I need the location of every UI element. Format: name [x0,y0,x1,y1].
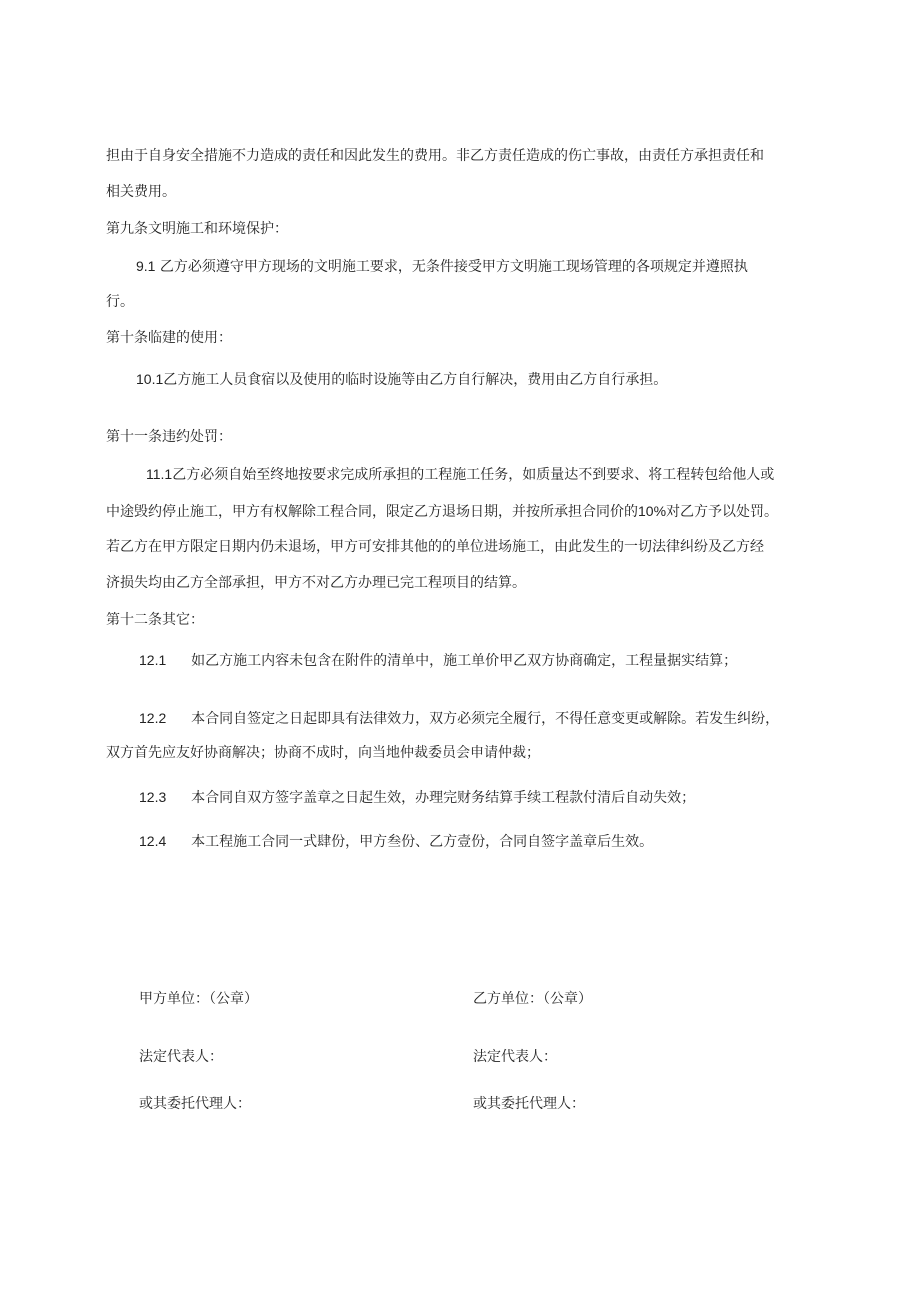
clause-text: 中途毁约停止施工，甲方有权解除工程合同，限定乙方退场日期，并按所承担合同价的 [106,504,638,520]
continuation-line-1: 担由于自身安全措施不力造成的责任和因此发生的费用。非乙方责任造成的伤亡事故，由责任方承担责任和 [106,148,764,164]
clause-number: 10.1 [136,371,164,387]
clause-text: 乙方必须遵守甲方现场的文明施工要求，无条件接受甲方文明施工现场管理的各项规定并遵照执 [159,259,748,275]
continuation-line-2: 相关费用。 [106,184,176,200]
clause-text: 对乙方予以处罚。 [666,504,779,520]
clause-12-2-line-1 [139,708,779,729]
clause-text: 乙方施工人员食宿以及使用的临时设施等由乙方自行解决，费用由乙方自行承担。 [163,372,668,388]
clause-number: 12.2 [139,710,167,726]
clause-9-1-line-2: 行。 [106,294,134,310]
penalty-percent: 10% [638,503,667,519]
party-a-unit: 甲方单位：（公章） [139,991,258,1007]
clause-text: 本工程施工合同一式肆份，甲方叁份、乙方壹份，合同自签字盖章后生效。 [191,834,654,850]
article-9-heading: 第九条文明施工和环境保护： [106,221,288,237]
clause-text: 本合同自双方签字盖章之日起生效，办理完财务结算手续工程款付清后自动失效； [191,790,696,806]
clause-text: 乙方必须自始至终地按要求完成所承担的工程施工任务，如质量达不到要求、将工程转包给他人或 [172,467,775,483]
article-11-heading: 第十一条违约处罚： [106,429,232,445]
clause-12-3 [139,787,695,808]
clause-11-1-line-3: 若乙方在甲方限定日期内仍未退场，甲方可安排其他的的单位进场施工，由此发生的一切法律纠纷及乙方经 [106,539,764,555]
party-b-unit: 乙方单位：（公章） [473,991,592,1007]
party-b-agent: 或其委托代理人： [473,1096,585,1112]
article-12-heading: 第十二条其它： [106,612,204,628]
clause-12-2-line-2: 双方首先应友好协商解决；协商不成时，向当地仲裁委员会申请仲裁； [106,745,540,761]
party-b-legal-rep: 法定代表人： [473,1049,557,1065]
party-a-legal-rep: 法定代表人： [139,1049,223,1065]
clause-12-1 [139,650,737,671]
clause-11-1-line-4: 济损失均由乙方全部承担，甲方不对乙方办理已完工程项目的结算。 [106,575,526,591]
clause-10-1-line-1 [136,369,667,390]
clause-number: 12.3 [139,789,167,805]
clause-number: 11.1 [146,466,173,482]
clause-9-1-line-1 [136,256,748,277]
clause-11-1-line-1 [146,464,774,485]
party-a-agent: 或其委托代理人： [139,1096,251,1112]
clause-number: 12.1 [139,652,167,668]
clause-number: 12.4 [139,833,167,849]
clause-12-4 [139,831,653,852]
clause-text: 本合同自签定之日起即具有法律效力，双方必须完全履行，不得任意变更或解除。若发生纠纷， [191,711,780,727]
clause-11-1-line-2 [106,501,778,522]
article-10-heading: 第十条临建的使用： [106,330,232,346]
clause-text: 如乙方施工内容未包含在附件的清单中，施工单价甲乙双方协商确定，工程量据实结算； [191,653,738,669]
clause-number: 9.1 [136,258,156,274]
